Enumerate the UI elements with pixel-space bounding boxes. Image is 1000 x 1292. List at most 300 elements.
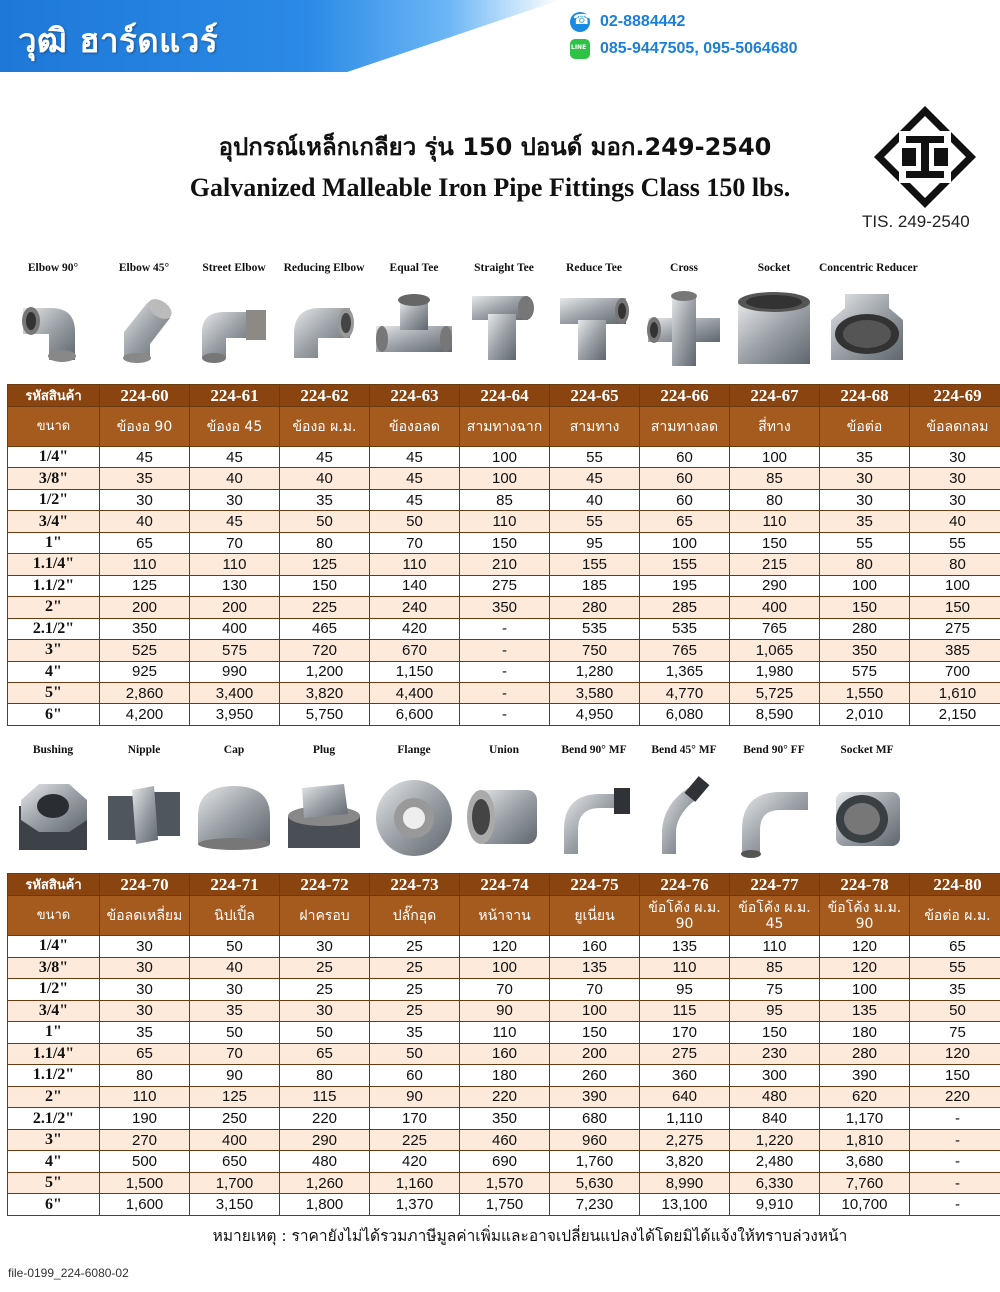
price-cell: 60 bbox=[640, 489, 730, 510]
size-cell: 5" bbox=[8, 1172, 100, 1194]
price-cell: 465 bbox=[280, 618, 370, 639]
product-bend-90-mf bbox=[549, 744, 639, 870]
price-cell: 100 bbox=[640, 532, 730, 553]
size-cell: 2" bbox=[8, 597, 100, 618]
price-cell: 70 bbox=[460, 979, 550, 1001]
price-cell: 270 bbox=[100, 1129, 190, 1151]
price-cell: 8,990 bbox=[640, 1172, 730, 1194]
price-cell: 150 bbox=[280, 575, 370, 596]
product-code: 224-64 bbox=[460, 385, 550, 407]
price-cell: 40 bbox=[550, 489, 640, 510]
name-row bbox=[8, 407, 1000, 447]
price-cell: 110 bbox=[190, 554, 280, 575]
header bbox=[0, 0, 1000, 88]
remark-note: หมายเหตุ : ราคายังไม่ได้รวมภาษีมูลค่าเพิ่มและอาจเปลี่ยนแปลงได้โดยมิได้แจ้งให้ทราบล่วงหน้า bbox=[212, 1227, 848, 1245]
product-code: 224-62 bbox=[280, 385, 370, 407]
price-cell: 8,590 bbox=[730, 704, 820, 726]
price-cell: 125 bbox=[100, 575, 190, 596]
table-row bbox=[8, 1194, 1000, 1216]
socket-mf-image bbox=[822, 770, 912, 860]
price-cell: 720 bbox=[280, 640, 370, 661]
price-cell: 1,370 bbox=[370, 1194, 460, 1216]
price-cell: 35 bbox=[100, 1022, 190, 1044]
price-cell: 400 bbox=[190, 618, 280, 639]
price-cell: 215 bbox=[730, 554, 820, 575]
table-row bbox=[8, 447, 1000, 468]
product-code: 224-63 bbox=[370, 385, 460, 407]
price-cell: 670 bbox=[370, 640, 460, 661]
price-cell: 30 bbox=[100, 957, 190, 979]
price-cell: 4,400 bbox=[370, 682, 460, 703]
price-cell: 1,280 bbox=[550, 661, 640, 682]
reducing-elbow-image bbox=[284, 288, 364, 368]
price-cell: 750 bbox=[550, 640, 640, 661]
price-cell: 25 bbox=[370, 936, 460, 958]
price-cell: 1,200 bbox=[280, 661, 370, 682]
price-cell: 125 bbox=[280, 554, 370, 575]
price-cell: 120 bbox=[820, 936, 910, 958]
price-cell: 260 bbox=[550, 1065, 640, 1087]
price-cell: 30 bbox=[190, 489, 280, 510]
price-cell: 275 bbox=[910, 618, 1000, 639]
product-code: 224-80 bbox=[910, 874, 1000, 896]
union-image bbox=[459, 770, 549, 860]
product-name: Straight Tee bbox=[474, 262, 534, 274]
price-cell: 225 bbox=[370, 1129, 460, 1151]
price-cell: 35 bbox=[100, 468, 190, 489]
code-label: รหัสสินค้า bbox=[8, 874, 100, 896]
size-cell: 3" bbox=[8, 1129, 100, 1151]
socket-image bbox=[732, 288, 816, 372]
price-cell: 55 bbox=[550, 511, 640, 532]
price-cell: 120 bbox=[460, 936, 550, 958]
price-cell: 1,750 bbox=[460, 1194, 550, 1216]
product-code: 224-73 bbox=[370, 874, 460, 896]
product-thai-name: ข้อโค้ง ม.ม. 90 bbox=[820, 896, 910, 936]
price-table-2 bbox=[7, 873, 1000, 1216]
product-socket-mf bbox=[819, 744, 915, 870]
product-thai-name: สามทางลด bbox=[640, 407, 730, 447]
phone-contact bbox=[570, 11, 685, 33]
table-row bbox=[8, 957, 1000, 979]
price-cell: 150 bbox=[910, 597, 1000, 618]
product-strip-2 bbox=[7, 744, 995, 870]
price-cell: 420 bbox=[370, 1151, 460, 1173]
price-cell: 30 bbox=[910, 489, 1000, 510]
price-cell: 70 bbox=[370, 532, 460, 553]
price-cell: 480 bbox=[730, 1086, 820, 1108]
price-cell: 525 bbox=[100, 640, 190, 661]
price-cell: 4,770 bbox=[640, 682, 730, 703]
product-thai-name: สามทาง bbox=[550, 407, 640, 447]
size-cell: 3/8" bbox=[8, 957, 100, 979]
line-numbers[interactable]: 085-9447505, 095-5064680 bbox=[600, 40, 798, 57]
price-cell: 150 bbox=[550, 1022, 640, 1044]
name-row bbox=[8, 896, 1000, 936]
price-cell: 90 bbox=[190, 1065, 280, 1087]
price-cell: 55 bbox=[550, 447, 640, 468]
product-thai-name: หน้าจาน bbox=[460, 896, 550, 936]
product-name: Flange bbox=[397, 744, 431, 756]
price-cell: 35 bbox=[820, 511, 910, 532]
product-code: 224-74 bbox=[460, 874, 550, 896]
price-cell: 1,160 bbox=[370, 1172, 460, 1194]
product-straight-tee bbox=[459, 262, 549, 380]
product-thai-name: ข้องอลด bbox=[370, 407, 460, 447]
price-cell: 285 bbox=[640, 597, 730, 618]
size-cell: 3/4" bbox=[8, 511, 100, 532]
equal-tee-image bbox=[372, 288, 456, 368]
price-cell: 240 bbox=[370, 597, 460, 618]
price-cell: 2,010 bbox=[820, 704, 910, 726]
price-cell: 95 bbox=[640, 979, 730, 1001]
price-cell: 155 bbox=[640, 554, 730, 575]
price-cell: 150 bbox=[460, 532, 550, 553]
price-cell: 210 bbox=[460, 554, 550, 575]
price-cell: 100 bbox=[820, 575, 910, 596]
product-code: 224-69 bbox=[910, 385, 1000, 407]
product-name: Cross bbox=[670, 262, 698, 274]
price-cell: 110 bbox=[640, 957, 730, 979]
size-cell: 3" bbox=[8, 640, 100, 661]
price-cell: 115 bbox=[640, 1000, 730, 1022]
price-cell: 1,980 bbox=[730, 661, 820, 682]
price-cell: 460 bbox=[460, 1129, 550, 1151]
price-cell: 50 bbox=[190, 936, 280, 958]
price-cell: 3,580 bbox=[550, 682, 640, 703]
product-name: Bend 45° MF bbox=[651, 744, 717, 756]
phone-number[interactable]: 02-8884442 bbox=[600, 13, 686, 30]
size-cell: 1/2" bbox=[8, 979, 100, 1001]
size-cell: 5" bbox=[8, 682, 100, 703]
product-thai-name: ข้อต่อ bbox=[820, 407, 910, 447]
price-cell: 95 bbox=[550, 532, 640, 553]
code-row bbox=[8, 385, 1000, 407]
price-cell: 3,680 bbox=[820, 1151, 910, 1173]
price-cell: 125 bbox=[190, 1086, 280, 1108]
price-cell: 80 bbox=[730, 489, 820, 510]
size-cell: 1/4" bbox=[8, 936, 100, 958]
price-cell: 110 bbox=[100, 554, 190, 575]
price-cell: 230 bbox=[730, 1043, 820, 1065]
price-cell: 350 bbox=[820, 640, 910, 661]
price-cell: 960 bbox=[550, 1129, 640, 1151]
price-cell: 290 bbox=[730, 575, 820, 596]
size-cell: 6" bbox=[8, 1194, 100, 1216]
price-cell: 300 bbox=[730, 1065, 820, 1087]
price-cell: 40 bbox=[190, 957, 280, 979]
product-code: 224-60 bbox=[100, 385, 190, 407]
price-cell: 275 bbox=[460, 575, 550, 596]
price-cell: 1,600 bbox=[100, 1194, 190, 1216]
price-cell: 110 bbox=[460, 1022, 550, 1044]
price-cell: 85 bbox=[730, 468, 820, 489]
bend-45-mf-image bbox=[642, 770, 726, 860]
table-row bbox=[8, 597, 1000, 618]
price-cell: 200 bbox=[100, 597, 190, 618]
bend-90-mf-image bbox=[552, 770, 636, 860]
price-cell: 80 bbox=[280, 1065, 370, 1087]
price-cell: 1,150 bbox=[370, 661, 460, 682]
product-reduce-tee bbox=[549, 262, 639, 380]
price-cell: 70 bbox=[190, 1043, 280, 1065]
price-cell: - bbox=[910, 1172, 1000, 1194]
price-cell: 40 bbox=[190, 468, 280, 489]
price-cell: 620 bbox=[820, 1086, 910, 1108]
price-cell: 3,820 bbox=[280, 682, 370, 703]
price-cell: 45 bbox=[370, 489, 460, 510]
price-cell: 40 bbox=[910, 511, 1000, 532]
product-thai-name: นิปเปิ้ล bbox=[190, 896, 280, 936]
price-cell: 150 bbox=[730, 532, 820, 553]
table-row bbox=[8, 704, 1000, 726]
price-cell: 13,100 bbox=[640, 1194, 730, 1216]
price-cell: 60 bbox=[370, 1065, 460, 1087]
price-cell: 170 bbox=[370, 1108, 460, 1130]
price-cell: 6,600 bbox=[370, 704, 460, 726]
title-english: Galvanized Malleable Iron Pipe Fittings Class 150 lbs. bbox=[189, 173, 791, 202]
price-cell: - bbox=[460, 640, 550, 661]
price-cell: 35 bbox=[820, 447, 910, 468]
price-cell: 60 bbox=[640, 447, 730, 468]
price-cell: 190 bbox=[100, 1108, 190, 1130]
price-cell: 220 bbox=[460, 1086, 550, 1108]
price-cell: 1,065 bbox=[730, 640, 820, 661]
concentric-reducer-image bbox=[825, 288, 909, 372]
product-name: Socket bbox=[757, 262, 791, 274]
price-cell: 50 bbox=[370, 511, 460, 532]
price-cell: 30 bbox=[280, 936, 370, 958]
table-row bbox=[8, 936, 1000, 958]
price-cell: 700 bbox=[910, 661, 1000, 682]
price-cell: 160 bbox=[550, 936, 640, 958]
reduce-tee-image bbox=[554, 288, 634, 368]
price-cell: 925 bbox=[100, 661, 190, 682]
price-cell: 110 bbox=[370, 554, 460, 575]
table-row bbox=[8, 575, 1000, 596]
product-code: 224-77 bbox=[730, 874, 820, 896]
price-cell: 185 bbox=[550, 575, 640, 596]
price-cell: 45 bbox=[370, 468, 460, 489]
price-cell: 35 bbox=[370, 1022, 460, 1044]
product-plug bbox=[279, 744, 369, 870]
price-cell: 990 bbox=[190, 661, 280, 682]
price-cell: 3,820 bbox=[640, 1151, 730, 1173]
price-cell: 400 bbox=[190, 1129, 280, 1151]
price-cell: 1,170 bbox=[820, 1108, 910, 1130]
price-cell: 250 bbox=[190, 1108, 280, 1130]
price-cell: 130 bbox=[190, 575, 280, 596]
product-code: 224-75 bbox=[550, 874, 640, 896]
price-cell: 80 bbox=[820, 554, 910, 575]
size-cell: 1.1/2" bbox=[8, 1065, 100, 1087]
table-row bbox=[8, 468, 1000, 489]
price-cell: 6,080 bbox=[640, 704, 730, 726]
price-cell: 30 bbox=[820, 489, 910, 510]
product-thai-name: ข้อโค้ง ผ.ม. 45 bbox=[730, 896, 820, 936]
product-code: 224-65 bbox=[550, 385, 640, 407]
product-name: Bend 90° FF bbox=[743, 744, 805, 756]
price-cell: - bbox=[910, 1108, 1000, 1130]
price-cell: - bbox=[910, 1129, 1000, 1151]
product-reducing-elbow bbox=[279, 262, 369, 380]
price-cell: 100 bbox=[460, 468, 550, 489]
price-cell: 2,860 bbox=[100, 682, 190, 703]
brand-name: วุฒิ ฮาร์ดแวร์ bbox=[18, 21, 219, 60]
size-cell: 3/8" bbox=[8, 468, 100, 489]
price-cell: 110 bbox=[100, 1086, 190, 1108]
size-cell: 6" bbox=[8, 704, 100, 726]
price-cell: 290 bbox=[280, 1129, 370, 1151]
price-cell: 80 bbox=[910, 554, 1000, 575]
product-union bbox=[459, 744, 549, 870]
price-rows bbox=[8, 936, 1000, 1216]
product-bend-90-ff bbox=[729, 744, 819, 870]
product-name: Reduce Tee bbox=[566, 262, 622, 274]
elbow-90-image bbox=[13, 288, 93, 368]
price-cell: 195 bbox=[640, 575, 730, 596]
product-cross bbox=[639, 262, 729, 380]
price-cell: 35 bbox=[910, 979, 1000, 1001]
price-cell: 500 bbox=[100, 1151, 190, 1173]
price-cell: 70 bbox=[190, 532, 280, 553]
price-cell: 45 bbox=[190, 511, 280, 532]
price-cell: 100 bbox=[550, 1000, 640, 1022]
price-cell: 65 bbox=[100, 532, 190, 553]
line-icon bbox=[570, 39, 590, 59]
price-cell: 1,550 bbox=[820, 682, 910, 703]
price-cell: 150 bbox=[910, 1065, 1000, 1087]
product-nipple bbox=[99, 744, 189, 870]
price-cell: - bbox=[460, 661, 550, 682]
price-cell: 840 bbox=[730, 1108, 820, 1130]
price-cell: 4,200 bbox=[100, 704, 190, 726]
price-cell: 25 bbox=[370, 979, 460, 1001]
price-cell: 7,230 bbox=[550, 1194, 640, 1216]
price-cell: 120 bbox=[910, 1043, 1000, 1065]
size-cell: 2" bbox=[8, 1086, 100, 1108]
price-cell: 200 bbox=[190, 597, 280, 618]
product-street-elbow bbox=[189, 262, 279, 380]
price-cell: 360 bbox=[640, 1065, 730, 1087]
straight-tee-image bbox=[464, 288, 544, 368]
price-cell: 1,500 bbox=[100, 1172, 190, 1194]
product-code: 224-66 bbox=[640, 385, 730, 407]
product-code: 224-78 bbox=[820, 874, 910, 896]
price-cell: 5,750 bbox=[280, 704, 370, 726]
price-cell: 535 bbox=[550, 618, 640, 639]
price-cell: 390 bbox=[550, 1086, 640, 1108]
price-cell: 4,950 bbox=[550, 704, 640, 726]
product-flange bbox=[369, 744, 459, 870]
price-cell: 45 bbox=[550, 468, 640, 489]
table-row bbox=[8, 532, 1000, 553]
price-cell: 350 bbox=[460, 597, 550, 618]
price-cell: 55 bbox=[820, 532, 910, 553]
price-cell: 90 bbox=[460, 1000, 550, 1022]
price-cell: 25 bbox=[280, 957, 370, 979]
bushing-image bbox=[11, 770, 95, 860]
product-socket bbox=[729, 262, 819, 380]
price-cell: 5,630 bbox=[550, 1172, 640, 1194]
plug-image bbox=[282, 770, 366, 860]
product-code: 224-61 bbox=[190, 385, 280, 407]
product-code: 224-70 bbox=[100, 874, 190, 896]
product-thai-name: ข้อลดเหลี่ยม bbox=[100, 896, 190, 936]
price-cell: 2,480 bbox=[730, 1151, 820, 1173]
size-cell: 4" bbox=[8, 1151, 100, 1173]
price-cell: 220 bbox=[280, 1108, 370, 1130]
product-cap bbox=[189, 744, 279, 870]
price-cell: 155 bbox=[550, 554, 640, 575]
price-cell: 640 bbox=[640, 1086, 730, 1108]
price-cell: 765 bbox=[730, 618, 820, 639]
table-row bbox=[8, 979, 1000, 1001]
price-cell: - bbox=[460, 704, 550, 726]
price-cell: 1,220 bbox=[730, 1129, 820, 1151]
product-name: Equal Tee bbox=[389, 262, 439, 274]
table-row bbox=[8, 1108, 1000, 1130]
table-row bbox=[8, 1000, 1000, 1022]
size-cell: 1" bbox=[8, 532, 100, 553]
price-rows bbox=[8, 447, 1000, 726]
size-cell: 1.1/2" bbox=[8, 575, 100, 596]
price-cell: 7,760 bbox=[820, 1172, 910, 1194]
price-cell: 65 bbox=[100, 1043, 190, 1065]
price-cell: 65 bbox=[910, 936, 1000, 958]
price-cell: 180 bbox=[460, 1065, 550, 1087]
price-cell: - bbox=[460, 682, 550, 703]
tis-standard: TIS. 249-2540 bbox=[862, 212, 970, 231]
line-contact bbox=[570, 38, 798, 60]
table-row bbox=[8, 1086, 1000, 1108]
table-row bbox=[8, 554, 1000, 575]
price-cell: 25 bbox=[280, 979, 370, 1001]
table-row bbox=[8, 1151, 1000, 1173]
price-cell: 100 bbox=[910, 575, 1000, 596]
price-cell: 100 bbox=[460, 957, 550, 979]
size-label: ขนาด bbox=[8, 407, 100, 447]
table-row bbox=[8, 511, 1000, 532]
product-bushing bbox=[7, 744, 99, 870]
price-cell: 50 bbox=[280, 511, 370, 532]
price-cell: 80 bbox=[280, 532, 370, 553]
price-cell: 1,810 bbox=[820, 1129, 910, 1151]
title-thai: อุปกรณ์เหล็กเกลียว รุ่น 150 ปอนด์ มอก.249-2540 bbox=[218, 133, 772, 161]
price-cell: 575 bbox=[820, 661, 910, 682]
size-cell: 2.1/2" bbox=[8, 618, 100, 639]
price-cell: 1,700 bbox=[190, 1172, 280, 1194]
product-name: Union bbox=[488, 744, 520, 756]
price-cell: 45 bbox=[280, 447, 370, 468]
price-cell: 75 bbox=[730, 979, 820, 1001]
price-cell: 275 bbox=[640, 1043, 730, 1065]
size-cell: 1.1/4" bbox=[8, 554, 100, 575]
price-cell: 80 bbox=[100, 1065, 190, 1087]
product-thai-name: ข้อต่อ ผ.ม. bbox=[910, 896, 1000, 936]
price-cell: 765 bbox=[640, 640, 730, 661]
price-cell: 3,400 bbox=[190, 682, 280, 703]
product-code: 224-72 bbox=[280, 874, 370, 896]
table-row bbox=[8, 618, 1000, 639]
price-cell: 50 bbox=[910, 1000, 1000, 1022]
price-cell: 65 bbox=[640, 511, 730, 532]
table-row bbox=[8, 489, 1000, 510]
price-cell: 110 bbox=[730, 511, 820, 532]
product-bend-45-mf bbox=[639, 744, 729, 870]
price-cell: 3,150 bbox=[190, 1194, 280, 1216]
product-name: Reducing Elbow bbox=[283, 262, 365, 274]
